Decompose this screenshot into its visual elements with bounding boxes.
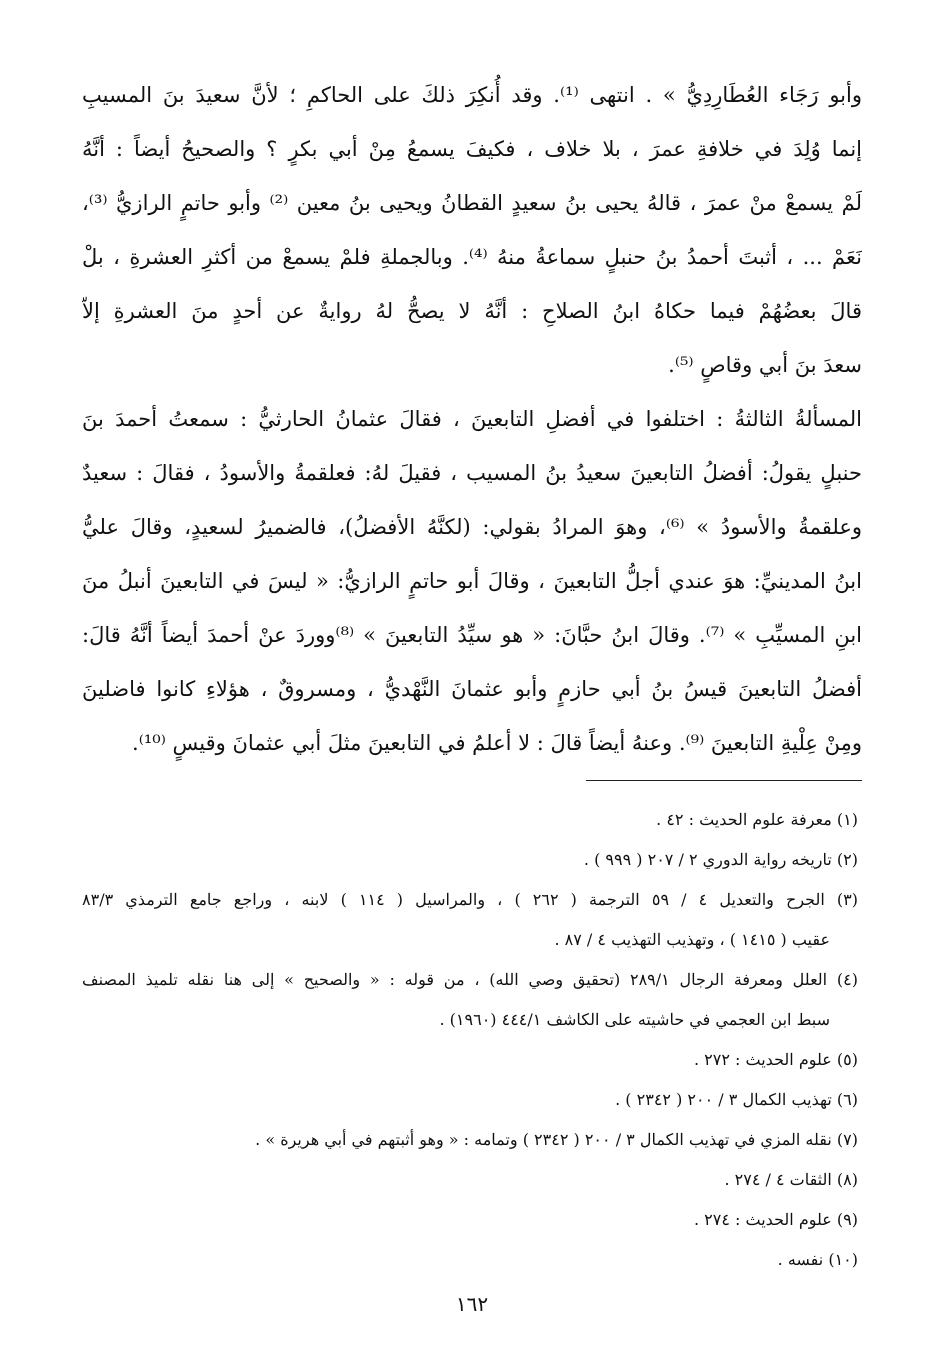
text-line: نَعَمْ ... ، أثبتَ أحمدُ بنُ حنبلٍ سماعةُ منهُ ⁽⁴⁾. وبالجملةِ فلمْ يسمعْ من أكثرِ العشرةِ ، بلْ — [82, 245, 862, 269]
footnote: (٥) علوم الحديث : ٢٧٢ . — [694, 1050, 858, 1069]
footnote: (٧) نقله المزي في تهذيب الكمال ٣ / ٢٠٠ ( ٢٣٤٢ ) وتمامه : « وهو أثبتهم في أبي هريرة » . — [255, 1130, 858, 1149]
footnote: (٨) الثقات ٤ / ٢٧٤ . — [724, 1170, 858, 1189]
text-line: المسألةُ الثالثةُ : اختلفوا في أفضلِ التابعينَ ، فقالَ عثمانُ الحارثيُّ : سمعتُ أحمدَ بنَ — [82, 407, 862, 431]
footnote-continuation: سبط ابن العجمي في حاشيته على الكاشف ٤٤٤/١ (١٩٦٠) . — [439, 1010, 830, 1029]
text-line: لَمْ يسمعْ منْ عمرَ ، قالهُ يحيى بنُ سعيدٍ القطانُ ويحيى بنُ معين ⁽²⁾ وأبو حاتمٍ الرازيُّ ⁽³⁾، — [82, 191, 862, 215]
text-line: ومِنْ عِلْيةِ التابعينَ ⁽⁹⁾. وعنهُ أيضاً قالَ : لا أعلمُ في التابعينَ مثلَ أبي عثمانَ وقيسٍ ⁽¹⁰⁾. — [132, 731, 862, 755]
text-line: وأبو رَجَاء العُطَارِدِيُّ » . انتهى ⁽¹⁾. وقد أُنكِرَ ذلكَ على الحاكمِ ؛ لأنَّ سعيدَ بنَ المسيبِ — [82, 83, 862, 107]
footnote-divider — [586, 780, 862, 781]
text-line: قالَ بعضُهُمْ فيما حكاهُ ابنُ الصلاحِ : أنَّهُ لا يصحُّ لهُ روايةٌ عن أحدٍ منَ العشرةِ إلاّ — [82, 299, 862, 323]
text-line: إنما وُلِدَ في خلافةِ عمرَ ، بلا خلاف ، فكيفَ يسمعُ مِنْ أبي بكرٍ ؟ والصحيحُ أيضاً : أنَّهُ — [82, 137, 862, 161]
text-line: أفضلُ التابعينَ قيسُ بنُ أبي حازمٍ وأبو عثمانَ النَّهْديُّ ، ومسروقٌ ، هؤلاءِ كانوا فاضلينَ — [82, 677, 862, 701]
footnotes — [82, 800, 858, 1280]
footnote: (٤) العلل ومعرفة الرجال ٢٨٩/١ (تحقيق وصي الله) ، من قوله : « والصحيح » إلى هنا نقله تلميذ المصنف — [82, 970, 858, 989]
text-line: ابنُ المدينيِّ: هوَ عندي أجلُّ التابعينَ ، وقالَ أبو حاتمٍ الرازيُّ: « ليسَ في التابعينَ أنبلُ منَ — [82, 569, 862, 593]
main-text — [82, 68, 862, 770]
text-line: حنبلٍ يقولُ: أفضلُ التابعينَ سعيدُ بنُ المسيب ، فقيلَ لهُ: فعلقمةُ والأسودُ ، فقالَ : سعيدٌ — [82, 461, 862, 485]
footnote: (٢) تاريخه رواية الدوري ٢ / ٢٠٧ ( ٩٩٩ ) . — [583, 850, 858, 869]
text-line: وعلقمةُ والأسودُ » ⁽⁶⁾، وهوَ المرادُ بقولي: (لكنَّهُ الأفضلُ)، فالضميرُ لسعيدٍ، وقالَ عليُّ — [82, 515, 862, 539]
footnote: (١) معرفة علوم الحديث : ٤٢ . — [656, 810, 858, 829]
footnote: (٩) علوم الحديث : ٢٧٤ . — [694, 1210, 858, 1229]
text-line: ابنِ المسيِّبِ » ⁽⁷⁾. وقالَ ابنُ حبَّانَ: « هو سيِّدُ التابعينَ » ⁽⁸⁾ووردَ عنْ أحمدَ أيضاً أنَّهُ قالَ: — [82, 623, 862, 647]
footnote: (٣) الجرح والتعديل ٤ / ٥٩ الترجمة ( ٢٦٢ ) ، والمراسيل ( ١١٤ ) لابنه ، وراجع جامع الترمذي ٨٣/٣ — [82, 890, 858, 909]
page-number: ١٦٢ — [455, 1292, 489, 1316]
footnote: (١٠) نفسه . — [777, 1250, 858, 1269]
footnote: (٦) تهذيب الكمال ٣ / ٢٠٠ ( ٢٣٤٢ ) . — [615, 1090, 858, 1109]
text-line: سعدَ بنَ أبي وقاصٍ ⁽⁵⁾. — [668, 353, 862, 377]
footnote-continuation: عقيب ( ١٤١٥ ) ، وتهذيب التهذيب ٤ / ٨٧ . — [554, 930, 830, 949]
